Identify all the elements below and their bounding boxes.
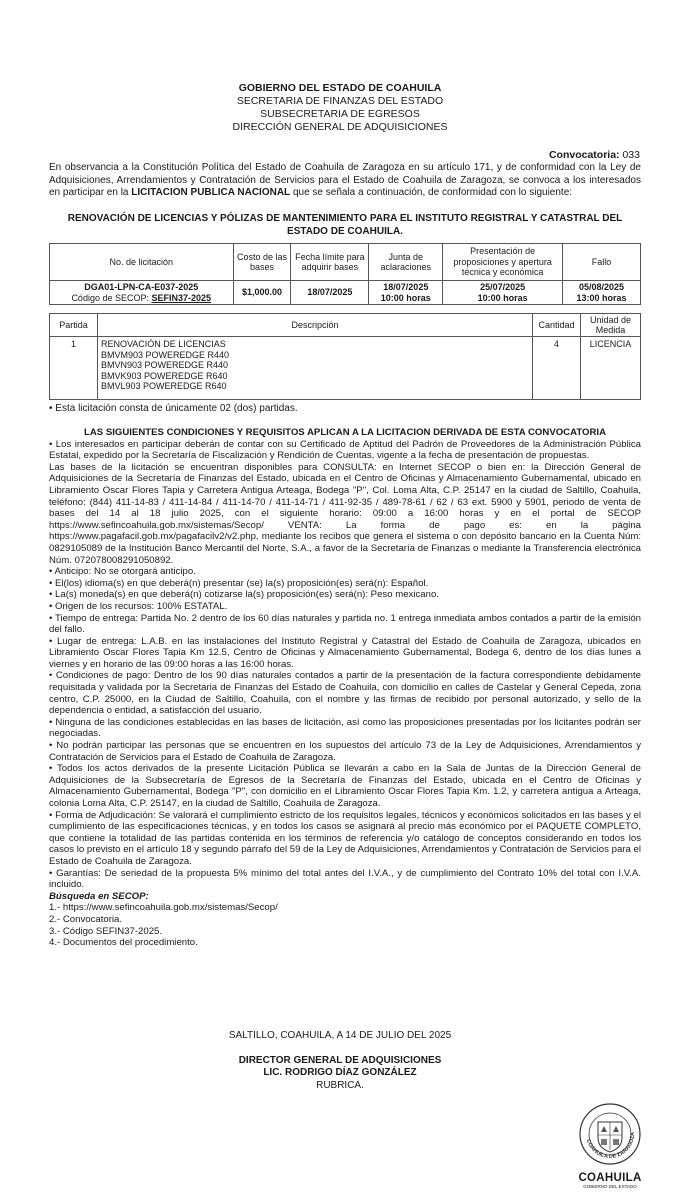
desc-line: BMVN903 POWEREDGE R440 [100,360,228,370]
col-header-fallo: Fallo [563,244,641,281]
signer-name: LIC. RODRIGO DÍAZ GONZÁLEZ [263,1067,417,1078]
condition-item: • Los interesados en participar deberán de contar con su Certificado de Aptitud del Padrón de Proveedores de la Administración Pública Estatal, expedido por la Secretaría de Fiscalización y Rendición de Cuentas, vigente a la fecha de presentación de propuestas. [49,438,641,462]
desc-line: RENOVACIÓN DE LICENCIAS [100,339,226,349]
intro-text: En observancia a la Constitución Política del Estado de Coahuila de Zaragoza en su artículo 171, y de conformidad con la Ley de Adquisiciones, Arrendamientos y Contratación de Servicios para el Estado de Coahuila de Zaragoza, se convoca a los interesados en participar en la [49,162,641,198]
conditions-section [49,427,641,949]
seal-subtitle: GOBIERNO DEL ESTADO [583,1184,637,1189]
desc-line: BMVL903 POWEREDGE R640 [100,381,227,391]
conditions-heading: LAS SIGUIENTES CONDICIONES Y REQUISITOS APLICAN A LA LICITACION DERIVADA DE ESTA CONVOCATORIA [83,427,606,438]
junta-fecha: 18/07/2025 [383,282,429,292]
bases-paragraph: Las bases de la licitación se encuentran disponibles para CONSULTA: en Internet SECOP o bien en: la Dirección General de Adquisiciones de la Secretaría de Finanzas del Estado, ubicada en el Centro de Oficinas y Almacenamiento Gubernamental, ubicado en Libramiento Oscar Flores Tapia y Carretera Antigua Arteaga, Bodega "P", Col. Loma Alta, C.P. 25147 en la ciudad de Saltillo, Coahuila, teléfono: (844) 411-14-83 / 411-14-84 / 411-14-70 / 411-14-71 / 411-92-35 / 489-78-61 / 62 / 63 ext. 5900 y 5901, periodo de venta de bases del 14 al 18 julio 2025, con el siguiente horario: 09:00 a 16:00 horas y en el portal de SECOP https://www.sefincoahuila.gob.mx/sistemas/Secop/ VENTA: La forma de pago es: en la página https://www.pagafacil.gob.mx/pagafacilv2/v2.php, mediante los recibos que genera el sistema o con depósito bancario en la Cuenta Núm: 0829105089 de la Institución Banco Mercantil del Norte, S.A., a favor de la Secretaría de Finanzas o mediante la Transferencia electrónica Núm. 072078008291050892. [49,461,641,566]
condition-item: • Tiempo de entrega: Partida No. 2 dentro de los 60 días naturales y partida no. 1 entrega inmediata ambos contados a partir de la emisión del fallo. [49,612,641,636]
convocatoria-number [549,149,640,161]
seal-ring-text: COAHUILA DE ZARAGOZA [584,1132,637,1161]
document-header [0,82,680,134]
header-government: GOBIERNO DEL ESTADO DE COAHUILA [238,82,442,94]
cell-descripcion [97,337,532,400]
cell-unidad: LICENCIA [581,337,641,400]
col-header-cantidad: Cantidad [533,314,581,337]
signature-block [0,1030,680,1092]
convocatoria-value: 033 [622,149,640,161]
tender-schedule-table [49,243,641,305]
condition-item: • Lugar de entrega: L.A.B. en las instalaciones del Instituto Registral y Catastral del Estado de Coahuila de Zaragoza, ubicados en Libramiento Oscar Flores Tapia Km 12.5, Centro de Oficinas y Almacenamiento Gubernamental, Bodega 6, dentro de los días lunes a viernes y en horario de las 09:00 horas a las 16:00 horas. [49,635,641,670]
col-header-descripcion: Descripción [97,314,532,337]
presentacion-hora: 10:00 horas [477,292,528,303]
place-date: SALTILLO, COAHUILA, A 14 DE JULIO DEL 2025 [228,1030,452,1041]
col-header-costo: Costo de las bases [233,244,291,281]
condition-item: • Ninguna de las condiciones establecidas en las bases de licitación, así como las proposiciones presentadas por los licitantes podrán ser negociadas. [49,716,641,740]
licitacion-number: DGA01-LPN-CA-E037-2025 [84,282,199,292]
condition-item: • Garantías: De seriedad de la propuesta 5% mínimo del total antes del I.V.A., y de cumplimiento del Contrato 10% del total con I.V.A. incluido. [49,867,641,891]
fallo-fecha: 05/08/2025 [579,282,625,292]
cell-presentacion [443,281,563,305]
fallo-hora: 13:00 horas [576,292,627,303]
cell-licitacion [50,281,234,305]
intro-bold: LICITACION PUBLICA NACIONAL [131,187,291,198]
table-row [50,337,641,400]
items-table [49,313,641,400]
secop-step: 1.- https://www.sefincoahuila.gob.mx/sistemas/Secop/ [49,902,278,914]
convocatoria-label: Convocatoria: [548,149,620,161]
coat-of-arms-icon [578,1102,642,1166]
condition-item: • Forma de Adjudicación: Se valorará el cumplimiento estricto de los requisitos legales, técnicos y económicos solicitados en las bases y el cumplimiento de las especificaciones técnicas, y en todos los casos se asignará al precio más económico por el PAQUETE COMPLETO, que contiene la totalidad de las partidas contenida en los términos de referencia y/o catálogo de conceptos considerando en todos los casos lo previsto en el artículo 18 y segundo párrafo del 59 de la Ley de Adquisiciones, Arrendamientos y Contratación de Servicios para el Estado de Coahuila de Zaragoza. [49,809,641,867]
junta-hora: 10:00 horas [380,292,431,303]
condition-item: • Condiciones de pago: Dentro de los 90 días naturales contados a partir de la presentación de la factura correspondiente debidamente requisitada y validada por la Secretaria de Finanzas del Estado de Coahuila, con domicilio en calles de Castelar y General Cepeda, zona centro, C.P. 25000, en la Ciudad de Saltillo, Coahuila, con el nombre y las firmas de recibido por personal autorizado, y sello de la dependencia o entidad, a satisfacción del usuario. [49,670,641,717]
secop-label: Código de SECOP: [71,292,149,303]
col-header-presentacion: Presentación de proposiciones y apertura técnica y económica [443,244,563,281]
secop-step: 2.- Convocatoria. [49,913,123,925]
coahuila-seal [578,1102,642,1192]
secop-search-title: Búsqueda en SECOP: [49,890,149,902]
secop-step: 3.- Código SEFIN37-2025. [49,925,163,937]
condition-item: • Origen de los recursos: 100% ESTATAL. [49,600,228,612]
tender-title: RENOVACIÓN DE LICENCIAS Y PÓLIZAS DE MANTENIMIENTO PARA EL INSTITUTO REGISTRAL Y CATASTRAL DEL ESTADO DE COAHUILA. [67,213,623,237]
col-header-unidad: Unidad de Medida [581,314,641,337]
condition-item: • La(s) moneda(s) en que deberá(n) cotizarse la(s) proposición(es) será(n): Peso mexicano. [49,589,439,601]
secop-step: 4.- Documentos del procedimiento. [49,937,198,949]
intro-text-end: que se señala a continuación, de conformidad con lo siguiente: [292,187,573,198]
cell-junta [369,281,443,305]
desc-line: BMVK903 POWEREDGE R640 [100,370,228,381]
table-row [50,281,641,305]
desc-line: BMVM903 POWEREDGE R440 [100,349,229,360]
condition-item: • Anticipo: No se otorgará anticipo. [49,566,196,578]
cell-fallo [563,281,641,305]
condition-item: • No podrán participar las personas que se encuentren en los supuestos del artículo 73 de la Ley de Adquisiciones, Arrendamientos y Contratación de Servicios para el Estado de Coahuila de Zaragoza. [49,740,641,763]
secop-code-line [52,293,231,304]
secop-code: SEFIN37-2025 [151,292,212,303]
intro-paragraph [49,162,641,200]
col-header-fecha-limite: Fecha límite para adquirir bases [291,244,369,281]
presentacion-fecha: 25/07/2025 [480,282,526,292]
condition-item: • El(los) idioma(s) en que deberá(n) presentar (se) la(s) proposición(es) será(n): Español. [49,577,429,589]
seal-name: COAHUILA [578,1172,642,1184]
col-header-junta: Junta de aclaraciones [369,244,443,281]
svg-text:COAHUILA DE ZARAGOZA [585,1132,636,1160]
col-header-licitacion: No. de licitación [50,244,234,281]
cell-partida: 1 [50,337,98,400]
header-direccion: DIRECCIÓN GENERAL DE ADQUISICIONES [232,121,448,133]
cell-costo: $1,000.00 [233,281,291,305]
header-subsecretaria: SUBSECRETARIA DE EGRESOS [260,108,420,120]
condition-item: • Todos los actos derivados de la presente Licitación Pública se llevarán a cabo en la Sala de Juntas de la Dirección General de Adquisiciones de la Subsecretaría de Egresos de la Secretaría de Finanzas del Estado, ubicada en el Centro de Oficinas y Almacenamiento Gubernamental, Bodega "P", con domicilio en el Libramiento Oscar Flores Tapia Km. 1.2, y carretera antigua a Arteaga, colonia Loma Alta, C.P. 25147, en la ciudad de Saltillo, Coahuila de Zaragoza. [49,763,641,809]
rubrica: RUBRICA. [316,1079,364,1091]
partidas-note: • Esta licitación consta de únicamente 02 (dos) partidas. [49,403,298,414]
cell-cantidad: 4 [533,337,581,400]
header-secretaria: SECRETARIA DE FINANZAS DEL ESTADO [236,95,444,107]
cell-fecha-limite: 18/07/2025 [291,281,369,305]
col-header-partida: Partida [50,314,98,337]
signer-role: DIRECTOR GENERAL DE ADQUISICIONES [238,1054,442,1066]
